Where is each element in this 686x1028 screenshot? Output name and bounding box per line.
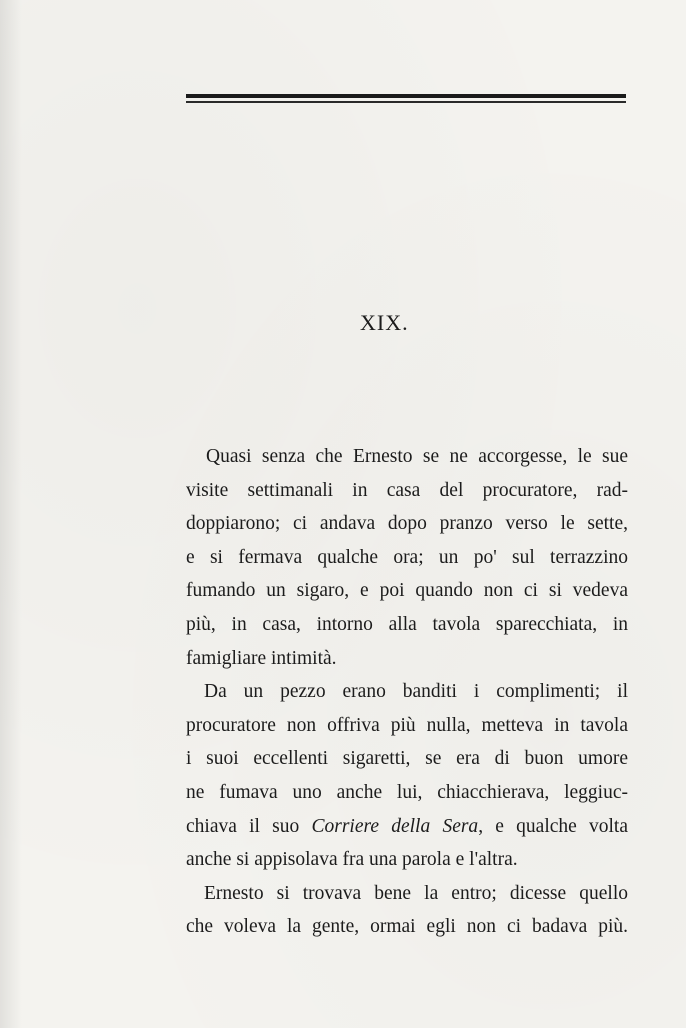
text-line: ne fumava uno anche lui, chiacchierava, leggiuc- [186,781,628,803]
text-line: i suoi eccellenti sigaretti, se era di buon umore [186,748,628,770]
text-fragment: chiava il suo [186,815,312,837]
text-line: famigliare intimità. [186,647,337,669]
text-fragment: , e qualche volta [478,815,629,837]
text-line: procuratore non offriva più nulla, metteva in tavola [186,714,628,736]
text-line: e si fermava qualche ora; un po' sul terrazzino [186,546,628,568]
newspaper-title: Corriere della Sera [311,815,479,837]
text-line: Quasi senza che Ernesto se ne accorgesse, le sue [206,446,628,467]
text-line: più, in casa, intorno alla tavola sparecchiata, in [186,613,628,635]
text-line: doppiarono; ci andava dopo pranzo verso le sette, [186,513,628,535]
text-line: che voleva la gente, ormai egli non ci badava più. [186,916,628,938]
header-rule-thick [186,94,626,98]
text-line: Da un pezzo erano banditi i complimenti; il [204,681,628,703]
text-line: Ernesto si trovava bene la entro; dicesse quello [204,882,628,904]
text-line: anche si appisolava fra una parola e l'altra. [186,849,518,871]
page-binding-shadow [0,0,22,1028]
text-line-with-title [186,810,628,844]
header-rule-thin [186,101,626,103]
chapter-number: XIX. [360,310,409,335]
header-double-rule [186,94,626,103]
chapter-body [186,440,628,944]
text-line: visite settimanali in casa del procuratore, rad- [186,479,628,501]
text-line: fumando un sigaro, e poi quando non ci si vedeva [186,580,628,602]
